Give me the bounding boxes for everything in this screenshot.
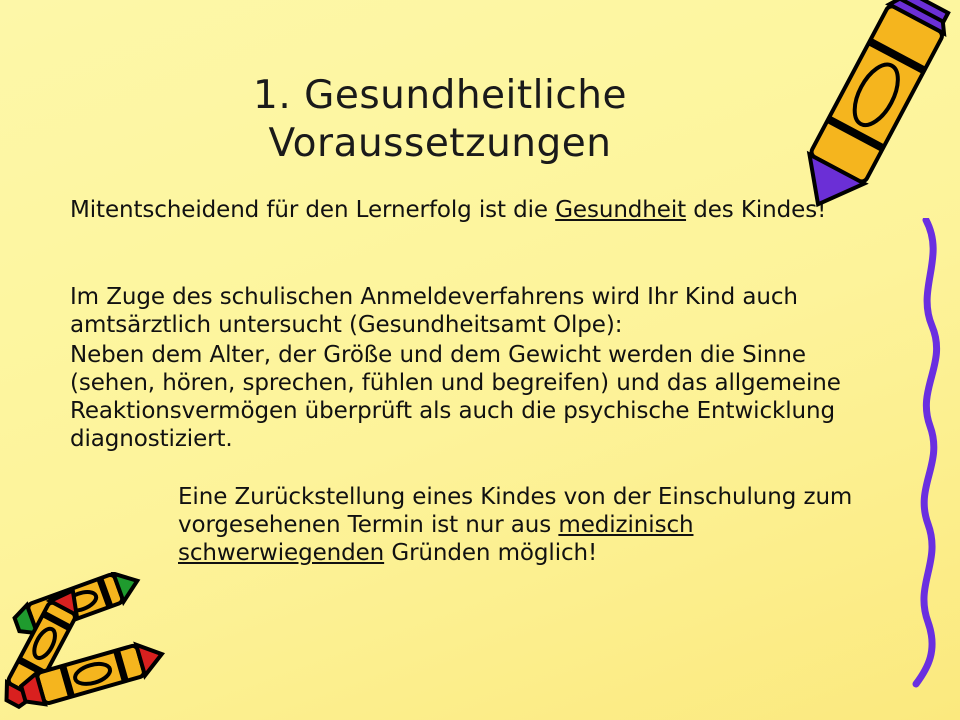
paragraph-health-importance [70,196,860,224]
paragraph-deferral-note [178,483,878,567]
paragraph-registration-exam: Im Zuge des schulischen Anmeldeverfahrens wird Ihr Kind auch amtsärztlich untersucht (Gesundheitsamt Olpe): [70,284,798,339]
slide-title [120,72,760,167]
paragraph-1-part-a: Mitentscheidend für den Lernerfolg ist die [70,197,556,223]
paragraph-1-part-b: des Kindes! [686,197,827,223]
slide-title-line-2: Voraussetzungen [268,120,612,166]
paragraph-4-underlined-medizinisch: medizinisch schwerwiegenden [178,512,694,567]
paragraph-4-part-a: Eine Zurückstellung eines Kindes von der Einschulung zum vorgesehenen Termin ist nur aus [178,484,853,539]
crayon-group-bottom-left-icon [2,572,202,712]
paragraph-1-underlined-gesundheit: Gesundheit [555,197,687,223]
paragraph-exam-details: Neben dem Alter, der Größe und dem Gewicht werden die Sinne (sehen, hören, sprechen, fühlen und begreifen) und das allgemeine Reaktionsvermögen überprüft als auch die psychische Entwicklung diagnostiziert. [70,342,841,453]
paragraph-4-part-b: Gründen möglich! [384,540,598,567]
crayon-purple-icon [786,0,956,224]
slide-title-line-1: 1. Gesundheitliche [253,73,627,118]
purple-wavy-line-icon [880,218,960,688]
